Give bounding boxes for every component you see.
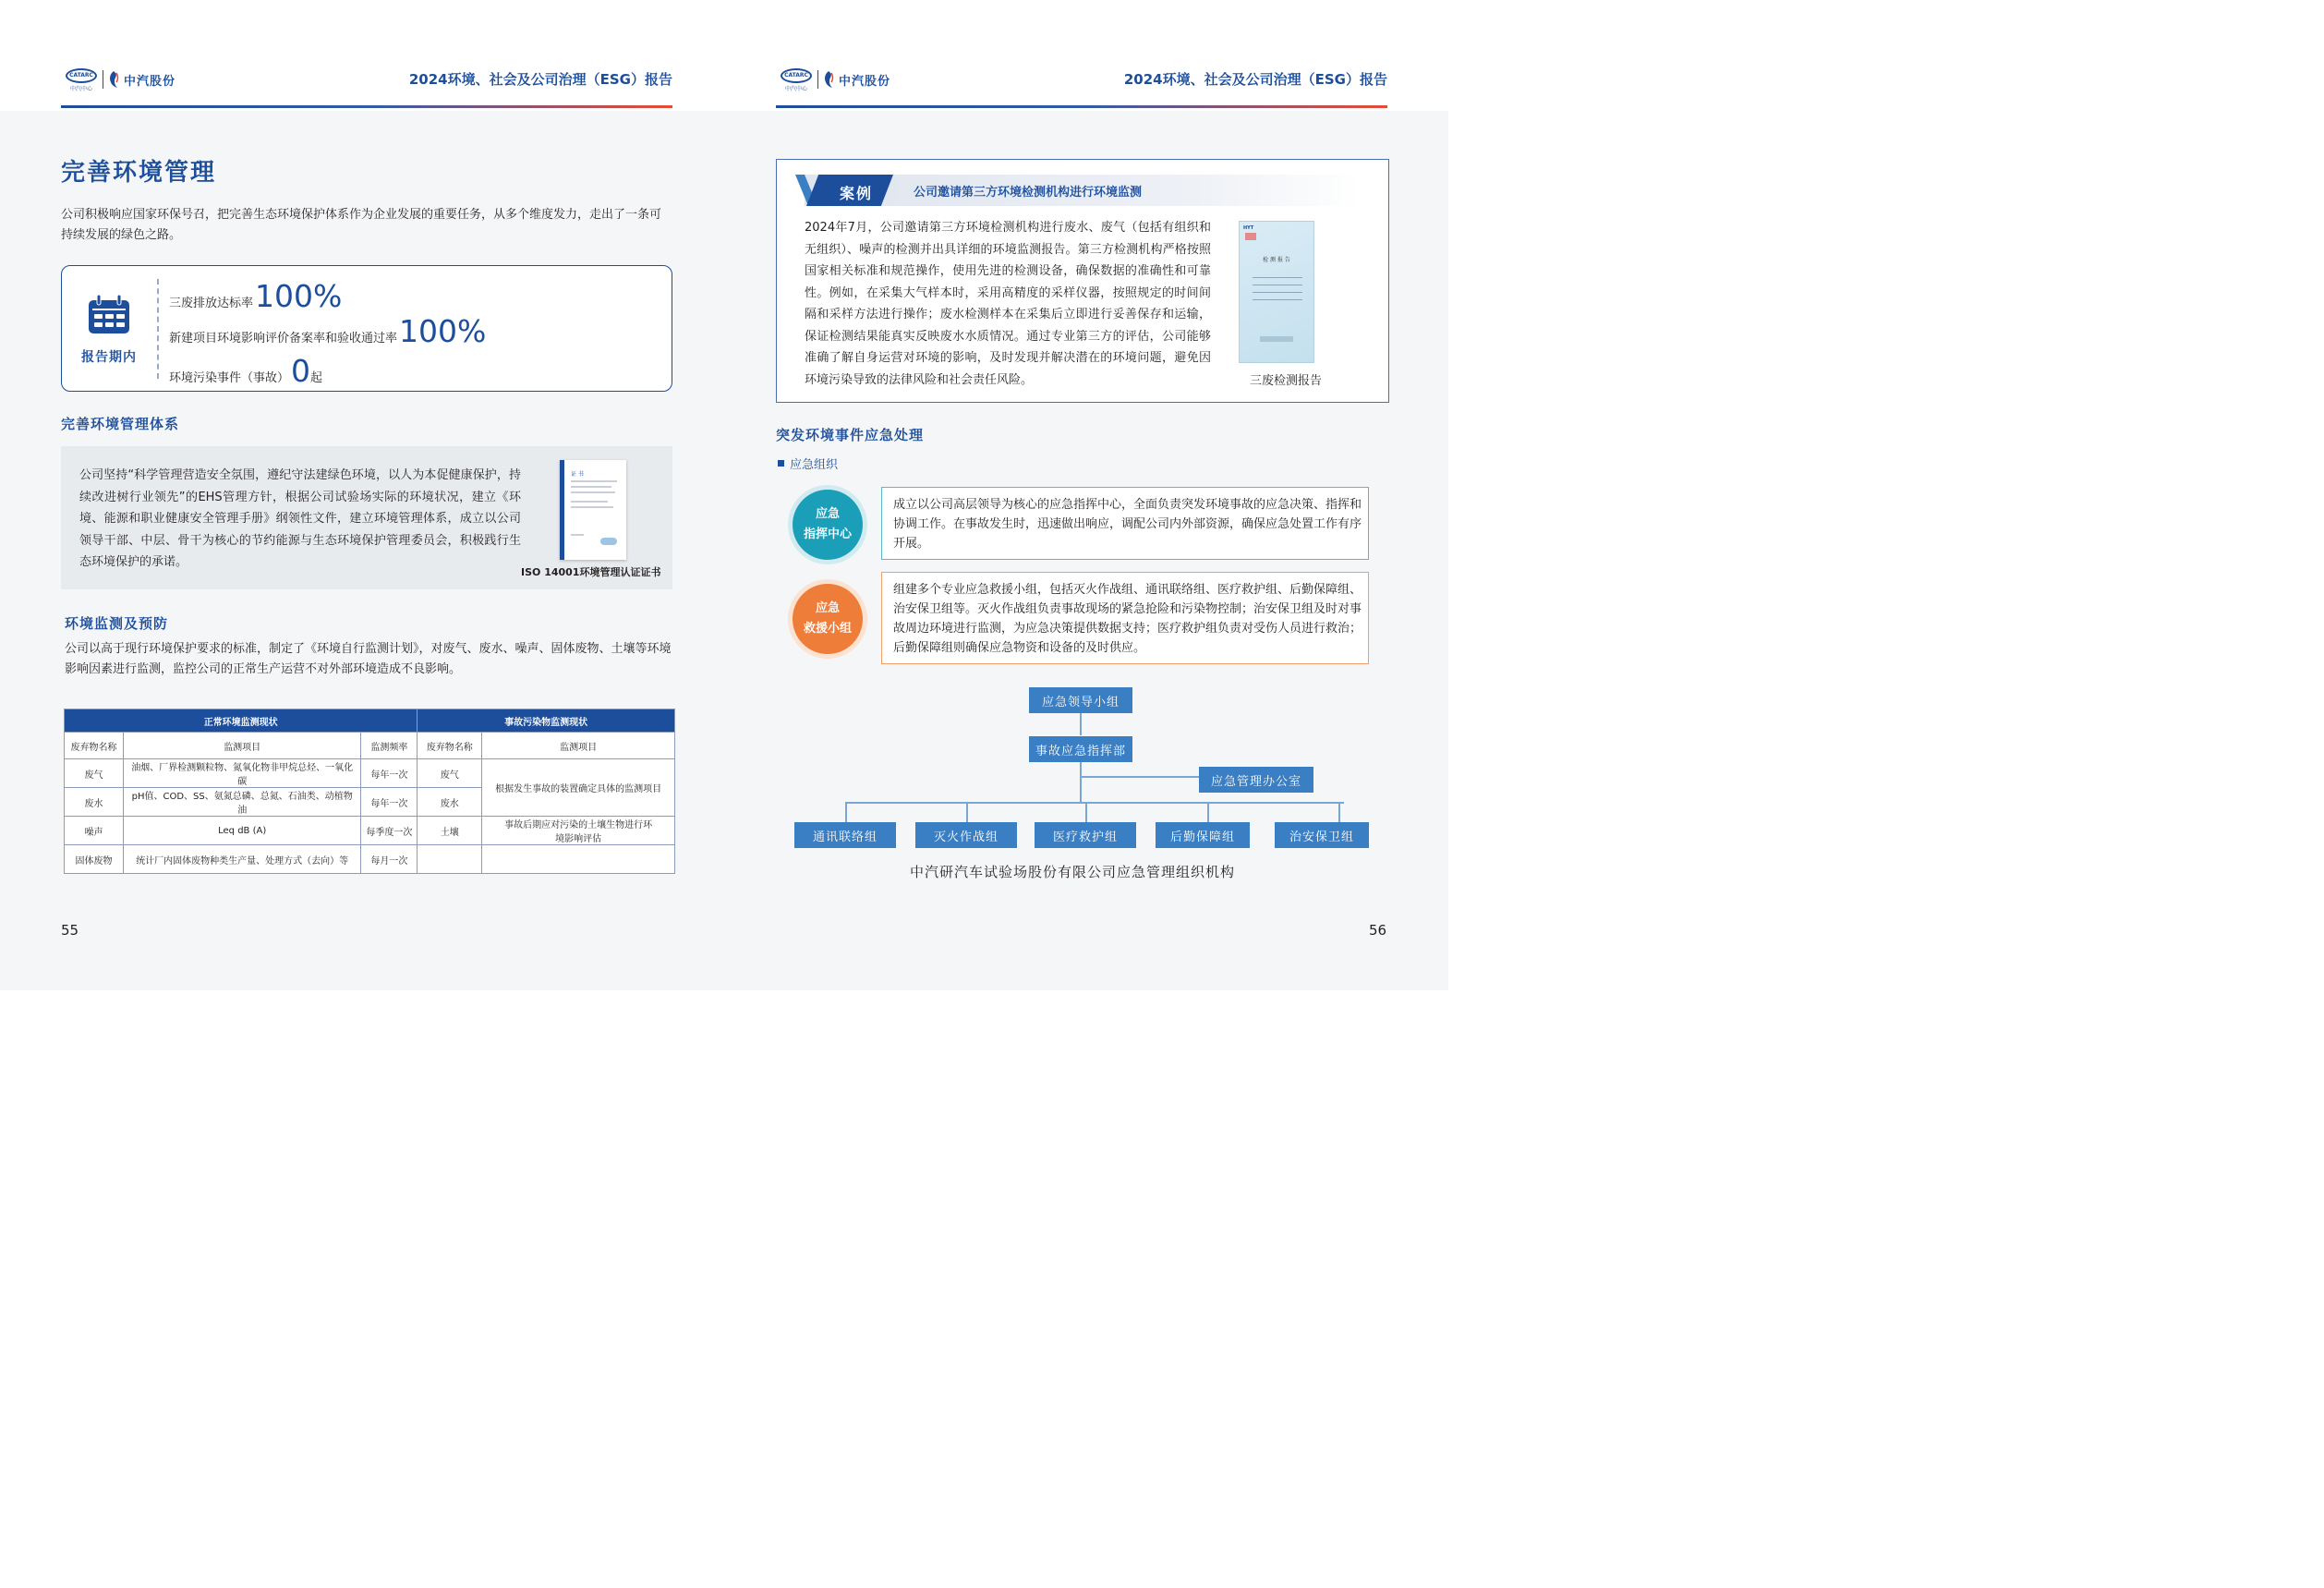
page-number: 55 [61, 922, 79, 939]
table-cell: Leq dB (A) [123, 817, 361, 845]
table-row [65, 759, 675, 788]
calendar-icon [86, 294, 132, 336]
emergency-subheading: 应急组织 [778, 455, 838, 472]
report-title: 检 测 报 告 [1263, 257, 1290, 263]
table-cell: 油烟、厂界检测颗粒物、氮氧化物非甲烷总烃、一氧化碳 [123, 759, 361, 788]
report-title: 2024环境、社会及公司治理（ESG）报告 [408, 71, 672, 88]
cert-caption: ISO 14001环境管理认证证书 [521, 566, 661, 578]
org-node-group: 灭火作战组 [915, 822, 1017, 848]
command-center-text: 成立以公司高层领导为核心的应急指挥中心，全面负责突发环境事故的应急决策、指挥和协调工作。在事故发生时，迅速做出响应，调配公司内外部资源，确保应急处置工作有序开展。 [881, 487, 1369, 560]
ems-heading: 完善环境管理体系 [61, 416, 180, 432]
case-tag: 案例 [840, 185, 874, 202]
chart-connector [1207, 802, 1209, 822]
kpi-label: 环境污染事件（事故） [169, 371, 290, 385]
table-cell: 事故后期应对污染的土壤生物进行环境影响评估 [482, 817, 675, 845]
table-cell: 土壤 [418, 817, 482, 845]
case-text: 2024年7月，公司邀请第三方环境检测机构进行废水、废气（包括有组织和无组织）、噪声的检测并出具详细的环境监测报告。第三方检测机构严格按照国家相关标准和规范操作，使用先进的检测设备，确保数据的准确性和可靠性。例如，在采集大气样本时，采用高精度的采样仪器，按照规定的时间间隔和采样方法进行操作；废水检测样本在采集后立即进行妥善保存和运输，保证检测结果能真实反映废水水质情况。通过专业第三方的评估，公司能够准确了解自身运营对环境的影响，及时发现并解决潜在的环境问题，避免因环境污染导致的法律风险和社会责任风险。 [805, 221, 1211, 387]
monitoring-table [64, 709, 675, 874]
left-page [0, 0, 724, 990]
table-cell: 每月一次 [361, 845, 418, 874]
table-cell [418, 845, 482, 874]
table-cell: 统计厂内固体废物种类生产量、处理方式（去向）等 [123, 845, 361, 874]
table-row [65, 817, 675, 845]
org-node-office: 应急管理办公室 [1199, 767, 1313, 793]
kpi-label: 三废排放达标率 [169, 297, 254, 310]
table-cell [482, 845, 675, 874]
monitor-text: 公司以高于现行环境保护要求的标准，制定了《环境自行监测计划》，对废气、废水、噪声、固体废物、土壤等环境影响因素进行监测，监控公司的正常生产运营不对外部环境造成不良影响。 [65, 642, 672, 676]
org-node-group: 通讯联络组 [794, 822, 896, 848]
kpi-row [169, 353, 323, 389]
table-group-header: 正常环境监测现状 [65, 709, 418, 733]
kpi-divider [157, 279, 159, 379]
table-column-header: 监测项目 [123, 733, 361, 759]
page-number: 56 [1369, 922, 1387, 939]
kpi-label: 新建项目环境影响评价备案率和验收通过率 [169, 332, 398, 345]
kpi-row [169, 278, 343, 314]
table-group-header: 事故污染物监测现状 [418, 709, 675, 733]
table-cell: 每年一次 [361, 759, 418, 788]
cert-line [571, 501, 608, 503]
brand-name: 中汽股份 [839, 74, 891, 89]
kpi-row [169, 313, 487, 349]
company-logo [65, 68, 176, 91]
table-cell: pH值、COD、SS、氨氮总磷、总氮、石油类、动植物油 [123, 788, 361, 817]
header-rule [61, 105, 672, 108]
chart-connector [1081, 776, 1199, 778]
table-cell: 废水 [418, 788, 482, 817]
table-cell: 固体废物 [65, 845, 124, 874]
report-title: 2024环境、社会及公司治理（ESG）报告 [1123, 71, 1387, 88]
org-node-group: 治安保卫组 [1275, 822, 1369, 848]
org-node-leadership: 应急领导小组 [1029, 687, 1132, 713]
cert-line [571, 534, 584, 536]
report-caption: 三废检测报告 [1250, 374, 1323, 388]
kpi-value: 0 [291, 353, 311, 389]
chart-connector [1085, 802, 1087, 822]
case-title: 公司邀请第三方环境检测机构进行环境监测 [914, 186, 1143, 200]
org-node-command: 事故应急指挥部 [1029, 736, 1132, 762]
kpi-suffix: 起 [310, 371, 323, 385]
chart-connector [845, 802, 847, 822]
cert-spine [560, 460, 564, 560]
chart-connector [845, 802, 1344, 804]
ems-text: 公司坚持“科学管理营造安全氛围，遵纪守法建绿色环境，以人为本促健康保护，持续改进树行业领先”的EHS管理方针，根据公司试验场实际的环境状况，建立《环境、能源和职业健康安全管理手册》纲领性文件，建立环境管理体系，成立以公司领导干部、中层、骨干为核心的节约能源与生态环境保护管理委员会，积极践行生态环境保护的承诺。 [79, 468, 521, 569]
org-chart-caption: 中汽研汽车试验场股份有限公司应急管理组织机构 [910, 864, 1236, 880]
kpi-panel [61, 265, 672, 392]
table-column-header: 监测频率 [361, 733, 418, 759]
page-header [0, 0, 724, 111]
table-column-header: 监测项目 [482, 733, 675, 759]
org-node-group: 后勤保障组 [1156, 822, 1250, 848]
cert-title: 证 书 [571, 471, 584, 478]
catarc-emblem-icon: CATARC 中汽中心 [65, 68, 98, 91]
cert-line [571, 480, 617, 482]
chart-connector [1338, 802, 1340, 822]
rescue-team-text: 组建多个专业应急救援小组，包括灭火作战组、通讯联络组、医疗救护组、后勤保障组、治安保卫组等。灭火作战组负责事故现场的紧急抢险和污染物控制；治安保卫组及时对事故周边环境进行监测，为应急决策提供数据支持；医疗救护组负责对受伤人员进行救治；后勤保障组则确保应急物资和设备的及时供应。 [881, 572, 1369, 664]
table-column-header: 废弃物名称 [65, 733, 124, 759]
section-title: 完善环境管理 [61, 159, 217, 187]
right-page [724, 0, 1448, 990]
report-brand: HYT [1243, 225, 1254, 231]
kpi-icon-block [77, 294, 141, 366]
rescue-team-badge: 应急 救援小组 [793, 584, 863, 654]
cert-line [571, 506, 613, 508]
cert-line [571, 486, 611, 488]
iso-certificate-image [560, 460, 626, 560]
cert-line [571, 491, 615, 493]
table-cell: 废水 [65, 788, 124, 817]
ems-panel [61, 446, 672, 589]
table-cell: 废气 [418, 759, 482, 788]
brand-name: 中汽股份 [124, 74, 176, 89]
table-column-header: 废弃物名称 [418, 733, 482, 759]
chart-connector [1080, 712, 1082, 735]
table-row [65, 845, 675, 874]
emergency-heading: 突发环境事件应急处理 [776, 427, 925, 443]
chart-connector [966, 802, 968, 822]
command-center-badge: 应急 指挥中心 [793, 490, 863, 560]
table-cell: 噪声 [65, 817, 124, 845]
intro-text: 公司积极响应国家环保号召，把完善生态环境保护体系作为企业发展的重要任务，从多个维度发力，走出了一条可持续发展的绿色之路。 [61, 208, 662, 242]
org-node-group: 医疗救护组 [1035, 822, 1136, 848]
table-cell: 每年一次 [361, 788, 418, 817]
catarc-emblem-icon: CATARC 中汽中心 [780, 68, 813, 91]
kpi-value: 100% [255, 278, 343, 314]
table-cell: 每季度一次 [361, 817, 418, 845]
table-cell: 废气 [65, 759, 124, 788]
org-chart [724, 0, 1448, 990]
kpi-period-label: 报告期内 [81, 350, 137, 365]
monitor-heading: 环境监测及预防 [65, 615, 169, 632]
chart-connector [1080, 761, 1082, 802]
cert-seal-icon [600, 538, 617, 545]
brand-mark-icon [108, 70, 119, 89]
kpi-value: 100% [399, 313, 487, 349]
table-cell: 根据发生事故的装置确定具体的监测项目 [482, 759, 675, 817]
